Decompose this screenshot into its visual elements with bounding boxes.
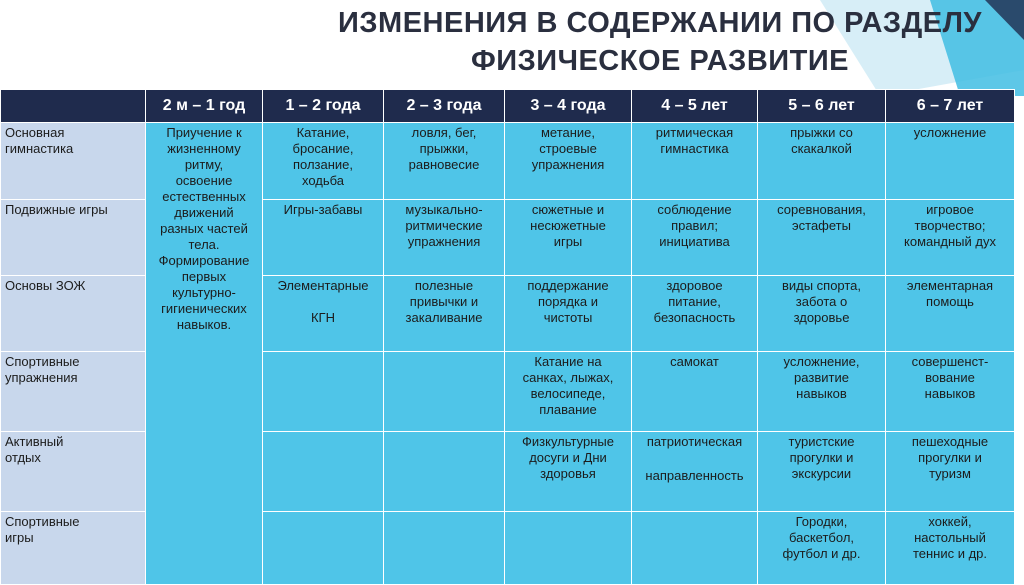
merged-cell-line: Приучение к [166, 125, 242, 140]
table-cell-line: настольный [914, 530, 986, 545]
row-header-line: упражнения [5, 370, 78, 385]
merged-cell-line: тела. [188, 237, 220, 252]
row-header-line: Активный [5, 434, 64, 449]
table-cell-line: здоровое [666, 278, 723, 293]
table-cell-line: пешеходные [911, 434, 989, 449]
table-cell-line: бросание, [292, 141, 354, 156]
table-cell [384, 352, 505, 432]
table-cell-line: патриотическая [646, 434, 743, 449]
table-cell [632, 512, 758, 585]
table-cell-line: соревнования, [777, 202, 866, 217]
table-cell [384, 276, 505, 352]
row-header-line: отдых [5, 450, 41, 465]
table-cell-line: поддержание [527, 278, 609, 293]
table-cell [758, 276, 886, 352]
table-cell [384, 432, 505, 512]
table-cell-line: баскетбол, [788, 530, 855, 545]
table-cell [263, 123, 384, 200]
table-cell-line: привычки и [409, 294, 479, 309]
table-cell-line: гимнастика [660, 141, 729, 156]
row-header-line: Основная [5, 125, 65, 140]
table-cell-line: виды спорта, [781, 278, 862, 293]
table-cell [758, 512, 886, 585]
row-header [1, 352, 146, 432]
row-header-line: Основы ЗОЖ [5, 278, 86, 293]
row-header [1, 200, 146, 276]
column-header: 6 – 7 лет [886, 90, 1015, 123]
table-cell-line: упражнения [531, 157, 605, 172]
table-cell-line: забота о [795, 294, 848, 309]
merged-cell-line: культурно- [172, 285, 236, 300]
table-cell-line: питание, [668, 294, 721, 309]
table-cell-line: ритмические [405, 218, 483, 233]
table-cell-line: хоккей, [928, 514, 972, 529]
table-cell-line: Физкультурные [522, 434, 614, 449]
table-cell [263, 352, 384, 432]
table-cell-line: скакалкой [791, 141, 852, 156]
table-cell-line: соблюдение [657, 202, 732, 217]
table-cell [384, 512, 505, 585]
table-cell-line: Катание на [534, 354, 602, 369]
table-cell-line: самокат [670, 354, 719, 369]
table-cell [632, 123, 758, 200]
table-row [1, 123, 1015, 200]
table-cell [263, 432, 384, 512]
table-header-corner [1, 90, 146, 123]
table-cell [886, 123, 1015, 200]
table-cell [758, 123, 886, 200]
table-cell-line: ловля, бег, [411, 125, 477, 140]
table-cell-line: закаливание [405, 310, 483, 325]
merged-cell-line: разных частей [160, 221, 248, 236]
table-cell-line: правил; [671, 218, 718, 233]
table-cell-line: усложнение [913, 125, 987, 140]
table-cell-line: равновесие [408, 157, 480, 172]
table-cell-line: Катание, [296, 125, 350, 140]
column-header: 2 м – 1 год [146, 90, 263, 123]
merged-cell-line: Формирование [158, 253, 250, 268]
table-cell [505, 276, 632, 352]
table-cell-line: туризм [929, 466, 971, 481]
table-cell-line: здоровье [793, 310, 850, 325]
table-cell-line: направленность [645, 468, 744, 483]
table-cell-line: санках, лыжах, [522, 370, 614, 385]
page-title [300, 4, 1020, 80]
table-cell-line: прогулки и [918, 450, 982, 465]
row-header-line: Спортивные [5, 354, 80, 369]
table-cell [263, 276, 384, 352]
table-cell-line: порядка и [537, 294, 599, 309]
page-title-line2: ФИЗИЧЕСКОЕ РАЗВИТИЕ [470, 45, 850, 77]
table-cell-line: эстафеты [792, 218, 851, 233]
table-cell-line: усложнение, [783, 354, 860, 369]
table-cell [886, 432, 1015, 512]
row-header-line: Спортивные [5, 514, 80, 529]
column-header: 3 – 4 года [505, 90, 632, 123]
table-cell [758, 200, 886, 276]
table-cell [632, 200, 758, 276]
merged-cell-line: жизненному [167, 141, 241, 156]
table-cell [886, 276, 1015, 352]
table-cell-line: чистоты [543, 310, 593, 325]
column-header: 4 – 5 лет [632, 90, 758, 123]
table-cell-line: плавание [539, 402, 597, 417]
table-cell-line: игровое [926, 202, 974, 217]
column-header: 2 – 3 года [384, 90, 505, 123]
row-header [1, 432, 146, 512]
table-cell-line: ходьба [301, 173, 345, 188]
row-header [1, 512, 146, 585]
table-cell [886, 352, 1015, 432]
column-header: 1 – 2 года [263, 90, 384, 123]
table-cell-line: ползание, [292, 157, 354, 172]
row-header [1, 276, 146, 352]
merged-cell-line: гигиенических [161, 301, 247, 316]
table-cell-line: здоровья [540, 466, 596, 481]
table-cell-line: досуги и Дни [529, 450, 607, 465]
table-header-row [1, 90, 1015, 123]
table-cell-line: несюжетные [530, 218, 606, 233]
table-cell-line: строевые [539, 141, 597, 156]
row-header-line: игры [5, 530, 34, 545]
table-cell-line: навыков [924, 386, 976, 401]
table-cell-line: туристские [788, 434, 855, 449]
table-cell-line: командный дух [904, 234, 996, 249]
table-cell [505, 512, 632, 585]
table-cell-line: совершенст- [911, 354, 989, 369]
table-cell-line: прыжки со [790, 125, 853, 140]
table-cell-line: упражнения [407, 234, 481, 249]
table-cell-line: игры [553, 234, 583, 249]
table-cell [505, 432, 632, 512]
table-cell-line: теннис и др. [912, 546, 988, 561]
table-cell [886, 512, 1015, 585]
table-cell [384, 200, 505, 276]
table-cell-line: футбол и др. [782, 546, 861, 561]
merged-cell-line: ритму, [184, 157, 224, 172]
table-cell-line: Элементарные [277, 278, 369, 293]
table-cell [632, 352, 758, 432]
table-cell [505, 352, 632, 432]
table-cell [886, 200, 1015, 276]
table-cell [263, 512, 384, 585]
table-cell-line: творчество; [914, 218, 986, 233]
merged-cell-line: естественных [162, 189, 246, 204]
table-cell-line: велосипеде, [530, 386, 606, 401]
table-cell-line: помощь [926, 294, 974, 309]
row-header-line: гимнастика [5, 141, 74, 156]
table-cell-line: полезные [414, 278, 474, 293]
table-cell-line: Городки, [795, 514, 848, 529]
merged-cell-line: освоение [175, 173, 233, 188]
table-cell [632, 276, 758, 352]
table-cell-line: метание, [540, 125, 596, 140]
page-title-line1: ИЗМЕНЕНИЯ В СОДЕРЖАНИИ ПО РАЗДЕЛУ [338, 7, 982, 39]
table-cell-line: вование [925, 370, 975, 385]
table-cell-line: безопасность [653, 310, 736, 325]
table-cell [758, 352, 886, 432]
table-cell-line: музыкально- [405, 202, 483, 217]
table-cell-line: прыжки, [419, 141, 469, 156]
merged-cell-line: первых [181, 269, 227, 284]
table-cell [263, 200, 384, 276]
merged-cell-line: движений [174, 205, 234, 220]
row-header [1, 123, 146, 200]
table-cell-line: ритмическая [655, 125, 734, 140]
table-cell-line: сюжетные и [531, 202, 605, 217]
row-header-line: Подвижные игры [5, 202, 108, 217]
table-cell-line: прогулки и [789, 450, 854, 465]
table-cell [758, 432, 886, 512]
development-table [0, 89, 1015, 585]
table-cell-line: элементарная [906, 278, 994, 293]
table-cell-line: инициатива [659, 234, 730, 249]
table-cell [632, 432, 758, 512]
table-cell [505, 123, 632, 200]
table-cell-line: навыков [796, 386, 847, 401]
table-cell-line: развитие [794, 370, 849, 385]
table-cell-line: КГН [310, 310, 335, 325]
table-cell-line: Игры-забавы [283, 202, 363, 217]
table-cell [505, 200, 632, 276]
merged-first-age-cell [146, 123, 263, 585]
column-header: 5 – 6 лет [758, 90, 886, 123]
table-cell-line: экскурсии [791, 466, 852, 481]
merged-cell-line: навыков. [176, 317, 232, 332]
table-cell [384, 123, 505, 200]
